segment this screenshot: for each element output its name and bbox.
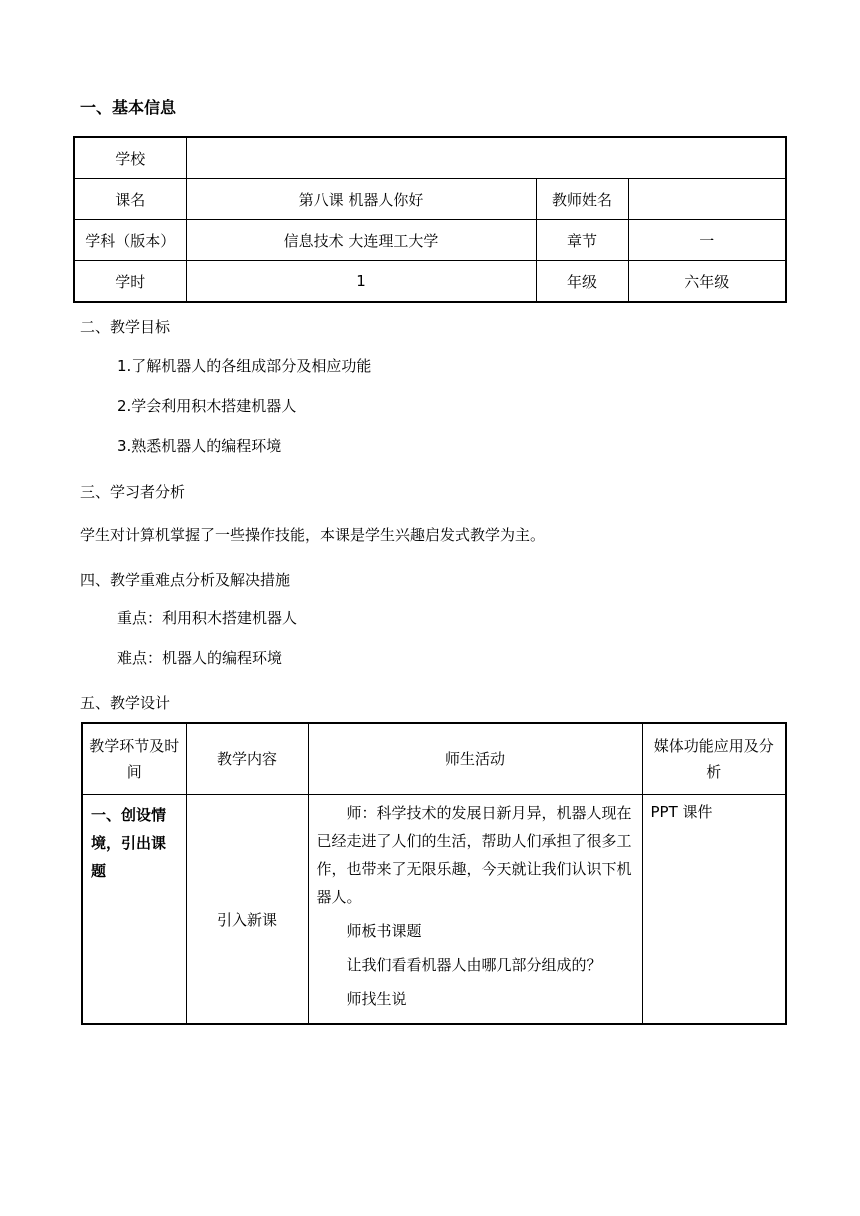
header-activity: 师生活动	[308, 723, 642, 795]
section-title-basic-info: 一、基本信息	[80, 98, 177, 117]
teacher-value	[628, 179, 786, 220]
hours-label: 学时	[74, 261, 186, 303]
content-cell: 引入新课	[186, 795, 308, 1025]
activity-paragraph: 让我们看看机器人由哪几部分组成的？	[346, 956, 602, 974]
table-row	[74, 137, 786, 179]
table-row	[74, 261, 786, 303]
chapter-value: 一	[628, 220, 786, 261]
section-title-key-points: 四、教学重难点分析及解决措施	[80, 571, 291, 589]
hours-value: 1	[186, 261, 536, 303]
subject-label: 学科（版本）	[74, 220, 186, 261]
header-stage: 教学环节及时间	[82, 723, 186, 795]
media-cell: PPT 课件	[642, 795, 786, 1025]
section-title-learner-analysis: 三、学习者分析	[80, 483, 186, 501]
section-title-goals: 二、教学目标	[80, 318, 171, 336]
section-title-design: 五、教学设计	[80, 694, 171, 712]
key-point-text: 重点：利用积木搭建机器人	[117, 609, 298, 627]
course-label: 课名	[74, 179, 186, 220]
school-value	[186, 137, 786, 179]
activity-paragraph: 师找生说	[346, 990, 407, 1008]
difficulty-text: 难点：机器人的编程环境	[117, 649, 283, 667]
activity-paragraph: 师板书课题	[346, 922, 422, 940]
table-row	[82, 795, 786, 1025]
school-label: 学校	[74, 137, 186, 179]
table-row	[82, 723, 786, 795]
table-row	[74, 179, 786, 220]
activity-cell	[308, 795, 642, 1025]
course-value: 第八课 机器人你好	[186, 179, 536, 220]
teacher-label: 教师姓名	[536, 179, 628, 220]
stage-cell: 一、创设情境，引出课题	[82, 795, 186, 1025]
goal-item-3: 3.熟悉机器人的编程环境	[117, 437, 282, 455]
table-row	[74, 220, 786, 261]
learner-analysis-text: 学生对计算机掌握了一些操作技能，本课是学生兴趣启发式教学为主。	[80, 526, 546, 544]
grade-label: 年级	[536, 261, 628, 303]
activity-paragraph: 师：科学技术的发展日新月异，机器人现在已经走进了人们的生活，帮助人们承担了很多工作，也带来了无限乐趣，今天就让我们认识下机器人。	[316, 804, 632, 906]
grade-value: 六年级	[628, 261, 786, 303]
goal-item-2: 2.学会利用积木搭建机器人	[117, 397, 297, 415]
header-media: 媒体功能应用及分析	[642, 723, 786, 795]
basic-info-table	[73, 136, 787, 303]
goal-item-1: 1.了解机器人的各组成部分及相应功能	[117, 357, 372, 375]
subject-value: 信息技术 大连理工大学	[186, 220, 536, 261]
chapter-label: 章节	[536, 220, 628, 261]
header-content: 教学内容	[186, 723, 308, 795]
teaching-design-table	[81, 722, 787, 1025]
